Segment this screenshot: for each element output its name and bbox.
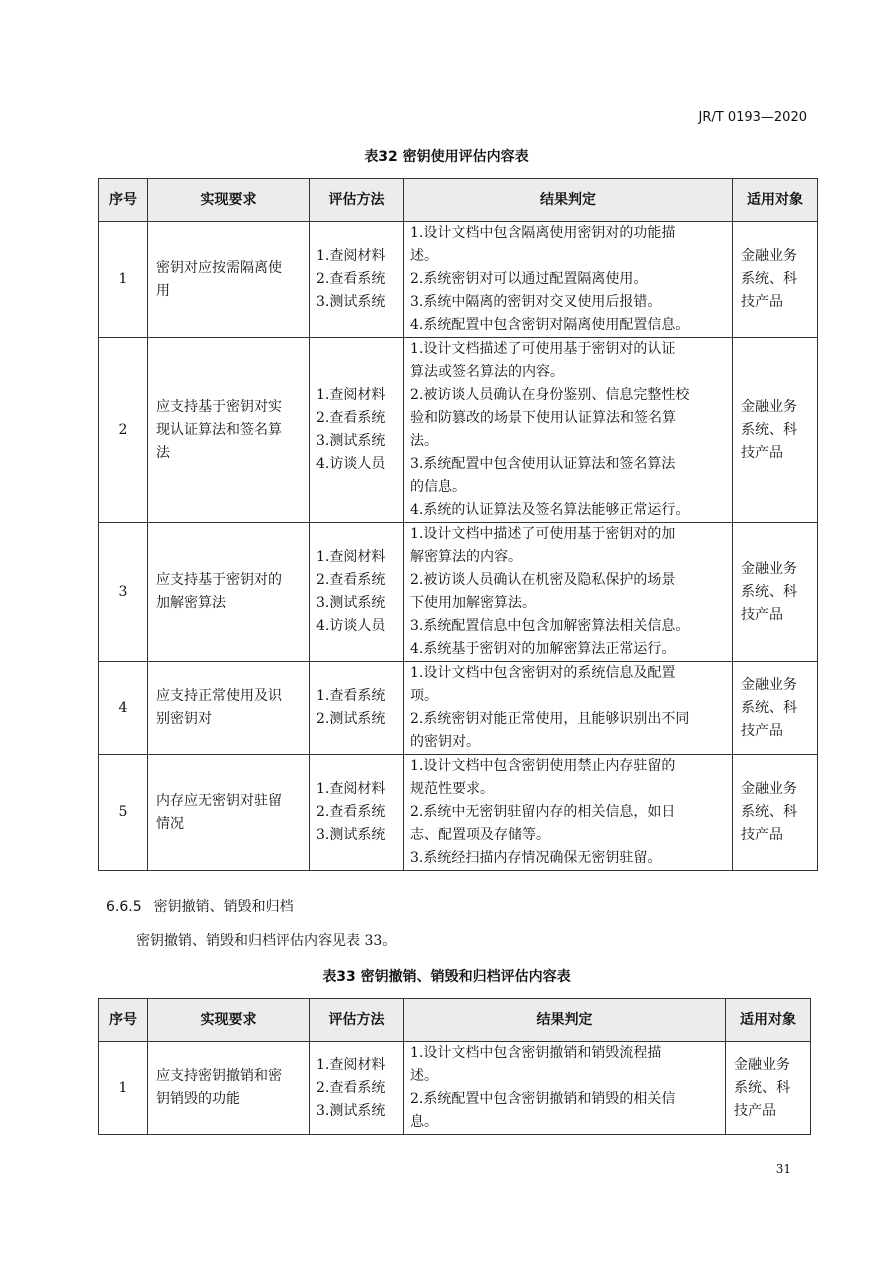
requirement-cell bbox=[148, 662, 310, 755]
header-requirement: 实现要求 bbox=[148, 999, 310, 1042]
requirement-cell-line: 应支持基于密钥对实 bbox=[156, 398, 282, 415]
requirement-cell bbox=[148, 755, 310, 871]
target-cell-line: 系统、科 bbox=[741, 421, 797, 438]
method-cell-line: 4.访谈人员 bbox=[316, 618, 386, 634]
result-cell-line: 述。 bbox=[410, 1068, 438, 1084]
target-cell-line: 技产品 bbox=[741, 606, 783, 623]
header-method: 评估方法 bbox=[310, 179, 404, 222]
target-cell-line: 技产品 bbox=[741, 294, 783, 310]
row-number: 4 bbox=[99, 662, 148, 755]
method-cell-line: 1.查阅材料 bbox=[316, 387, 386, 403]
method-cell-line: 1.查阅材料 bbox=[316, 781, 386, 797]
method-cell-line: 2.查看系统 bbox=[316, 410, 386, 426]
requirement-cell-line: 应支持密钥撤销和密 bbox=[156, 1068, 282, 1084]
result-cell-line: 1.设计文档描述了可使用基于密钥对的认证 bbox=[410, 341, 676, 357]
standard-code: JR/T 0193—2020 bbox=[698, 110, 807, 125]
method-cell-line: 2.查看系统 bbox=[316, 804, 386, 820]
result-cell-line: 3.系统配置中包含使用认证算法和签名算法 bbox=[410, 456, 676, 472]
requirement-cell-line: 用 bbox=[156, 282, 170, 299]
section-title: 密钥撤销、销毁和归档 bbox=[153, 899, 294, 915]
header-target: 适用对象 bbox=[726, 999, 811, 1042]
requirement-cell-line: 密钥对应按需隔离使 bbox=[156, 259, 282, 276]
requirement-cell bbox=[148, 1042, 310, 1135]
result-cell-line: 1.设计文档中描述了可使用基于密钥对的加 bbox=[410, 526, 676, 542]
table-header-row bbox=[99, 999, 811, 1042]
method-cell-line: 1.查阅材料 bbox=[316, 549, 386, 565]
method-cell-line: 3.测试系统 bbox=[316, 1102, 386, 1119]
result-cell bbox=[404, 338, 733, 523]
header-method: 评估方法 bbox=[310, 999, 404, 1042]
requirement-cell-line: 应支持正常使用及识 bbox=[156, 688, 282, 704]
method-cell bbox=[310, 1042, 404, 1135]
result-cell-line: 4.系统基于密钥对的加解密算法正常运行。 bbox=[410, 641, 676, 657]
row-number: 1 bbox=[99, 1042, 148, 1135]
method-cell-line: 1.查阅材料 bbox=[316, 1056, 386, 1073]
result-cell-line: 1.设计文档中包含密钥撤销和销毁流程描 bbox=[410, 1045, 662, 1061]
target-cell bbox=[733, 662, 818, 755]
result-cell bbox=[404, 662, 733, 755]
method-cell-line: 1.查看系统 bbox=[316, 688, 386, 704]
requirement-cell-line: 情况 bbox=[156, 815, 184, 832]
row-number: 5 bbox=[99, 755, 148, 871]
method-cell-line: 2.查看系统 bbox=[316, 271, 386, 287]
method-cell bbox=[310, 338, 404, 523]
result-cell bbox=[404, 222, 733, 338]
result-cell-line: 下使用加解密算法。 bbox=[410, 595, 536, 611]
target-cell-line: 技产品 bbox=[741, 827, 783, 843]
result-cell-line: 2.系统密钥对可以通过配置隔离使用。 bbox=[410, 271, 648, 287]
requirement-cell-line: 内存应无密钥对驻留 bbox=[156, 792, 282, 809]
method-cell bbox=[310, 523, 404, 662]
target-cell bbox=[733, 755, 818, 871]
target-cell-line: 系统、科 bbox=[741, 583, 797, 600]
requirement-cell bbox=[148, 222, 310, 338]
target-cell-line: 系统、科 bbox=[741, 271, 797, 287]
result-cell-line: 算法或签名算法的内容。 bbox=[410, 364, 564, 380]
requirement-cell-line: 现认证算法和签名算 bbox=[156, 421, 282, 438]
result-cell-line: 述。 bbox=[410, 248, 438, 264]
requirement-cell-line: 应支持基于密钥对的 bbox=[156, 572, 282, 588]
result-cell-line: 的密钥对。 bbox=[410, 734, 480, 750]
result-cell bbox=[404, 755, 733, 871]
requirement-cell bbox=[148, 338, 310, 523]
method-cell-line: 4.访谈人员 bbox=[316, 456, 386, 472]
method-cell-line: 2.查看系统 bbox=[316, 572, 386, 588]
result-cell-line: 志、配置项及存储等。 bbox=[410, 827, 550, 843]
target-cell-line: 金融业务 bbox=[741, 560, 797, 577]
result-cell-line: 2.系统中无密钥驻留内存的相关信息，如日 bbox=[410, 804, 676, 820]
table32 bbox=[98, 178, 818, 871]
result-cell-line: 验和防篡改的场景下使用认证算法和签名算 bbox=[410, 410, 676, 426]
target-cell-line: 系统、科 bbox=[734, 1079, 790, 1096]
section-number: 6.6.5 bbox=[106, 899, 142, 915]
target-cell bbox=[733, 338, 818, 523]
method-cell-line: 3.测试系统 bbox=[316, 433, 386, 449]
method-cell-line: 2.测试系统 bbox=[316, 711, 386, 727]
target-cell-line: 金融业务 bbox=[741, 676, 797, 693]
target-cell-line: 系统、科 bbox=[741, 699, 797, 716]
result-cell-line: 息。 bbox=[410, 1114, 438, 1130]
target-cell-line: 技产品 bbox=[741, 722, 783, 739]
target-cell bbox=[726, 1042, 811, 1135]
method-cell-line: 3.测试系统 bbox=[316, 595, 386, 611]
target-cell bbox=[733, 523, 818, 662]
requirement-cell-line: 法 bbox=[156, 444, 170, 461]
result-cell-line: 3.系统经扫描内存情况确保无密钥驻留。 bbox=[410, 850, 662, 866]
result-cell-line: 项。 bbox=[410, 688, 438, 704]
table33 bbox=[98, 998, 811, 1135]
result-cell-line: 解密算法的内容。 bbox=[410, 549, 522, 565]
requirement-cell-line: 加解密算法 bbox=[156, 595, 226, 611]
result-cell-line: 1.设计文档中包含隔离使用密钥对的功能描 bbox=[410, 225, 676, 241]
requirement-cell-line: 钥销毁的功能 bbox=[156, 1091, 240, 1107]
target-cell-line: 金融业务 bbox=[741, 248, 797, 264]
result-cell-line: 2.被访谈人员确认在机密及隐私保护的场景 bbox=[410, 572, 676, 588]
header-requirement: 实现要求 bbox=[148, 179, 310, 222]
table-row bbox=[99, 222, 818, 338]
table-row bbox=[99, 755, 818, 871]
result-cell-line: 的信息。 bbox=[410, 479, 466, 495]
result-cell bbox=[404, 1042, 726, 1135]
result-cell-line: 法。 bbox=[410, 433, 438, 449]
table-header-row bbox=[99, 179, 818, 222]
row-number: 2 bbox=[99, 338, 148, 523]
row-number: 1 bbox=[99, 222, 148, 338]
result-cell-line: 1.设计文档中包含密钥使用禁止内存驻留的 bbox=[410, 758, 676, 774]
method-cell-line: 1.查阅材料 bbox=[316, 248, 386, 264]
section-heading bbox=[106, 896, 294, 916]
table33-caption: 表33 密钥撤销、销毁和归档评估内容表 bbox=[322, 969, 571, 985]
header-result: 结果判定 bbox=[404, 999, 726, 1042]
target-cell-line: 金融业务 bbox=[741, 398, 797, 415]
table-row bbox=[99, 1042, 811, 1135]
method-cell bbox=[310, 222, 404, 338]
method-cell-line: 3.测试系统 bbox=[316, 294, 386, 310]
requirement-cell bbox=[148, 523, 310, 662]
table-row bbox=[99, 338, 818, 523]
table32-caption: 表32 密钥使用评估内容表 bbox=[364, 149, 529, 165]
result-cell-line: 规范性要求。 bbox=[410, 781, 494, 797]
header-no: 序号 bbox=[99, 179, 148, 222]
page-number: 31 bbox=[775, 1162, 791, 1176]
requirement-cell-line: 别密钥对 bbox=[156, 711, 212, 727]
result-cell-line: 3.系统配置信息中包含加解密算法相关信息。 bbox=[410, 618, 690, 634]
body-paragraph: 密钥撤销、销毁和归档评估内容见表 33。 bbox=[136, 933, 397, 949]
method-cell-line: 2.查看系统 bbox=[316, 1079, 386, 1096]
result-cell-line: 1.设计文档中包含密钥对的系统信息及配置 bbox=[410, 665, 676, 681]
target-cell-line: 系统、科 bbox=[741, 804, 797, 820]
result-cell-line: 4.系统配置中包含密钥对隔离使用配置信息。 bbox=[410, 317, 690, 333]
method-cell-line: 3.测试系统 bbox=[316, 827, 386, 843]
target-cell-line: 金融业务 bbox=[734, 1056, 790, 1073]
result-cell-line: 2.被访谈人员确认在身份鉴别、信息完整性校 bbox=[410, 387, 690, 403]
result-cell-line: 4.系统的认证算法及签名算法能够正常运行。 bbox=[410, 502, 690, 518]
method-cell bbox=[310, 662, 404, 755]
table-row bbox=[99, 662, 818, 755]
row-number: 3 bbox=[99, 523, 148, 662]
result-cell-line: 2.系统配置中包含密钥撤销和销毁的相关信 bbox=[410, 1091, 676, 1107]
target-cell-line: 技产品 bbox=[734, 1102, 776, 1119]
header-result: 结果判定 bbox=[404, 179, 733, 222]
result-cell bbox=[404, 523, 733, 662]
result-cell-line: 3.系统中隔离的密钥对交叉使用后报错。 bbox=[410, 294, 662, 310]
result-cell-line: 2.系统密钥对能正常使用，且能够识别出不同 bbox=[410, 711, 690, 727]
target-cell-line: 金融业务 bbox=[741, 781, 797, 797]
target-cell bbox=[733, 222, 818, 338]
header-target: 适用对象 bbox=[733, 179, 818, 222]
method-cell bbox=[310, 755, 404, 871]
table-row bbox=[99, 523, 818, 662]
header-no: 序号 bbox=[99, 999, 148, 1042]
target-cell-line: 技产品 bbox=[741, 444, 783, 461]
